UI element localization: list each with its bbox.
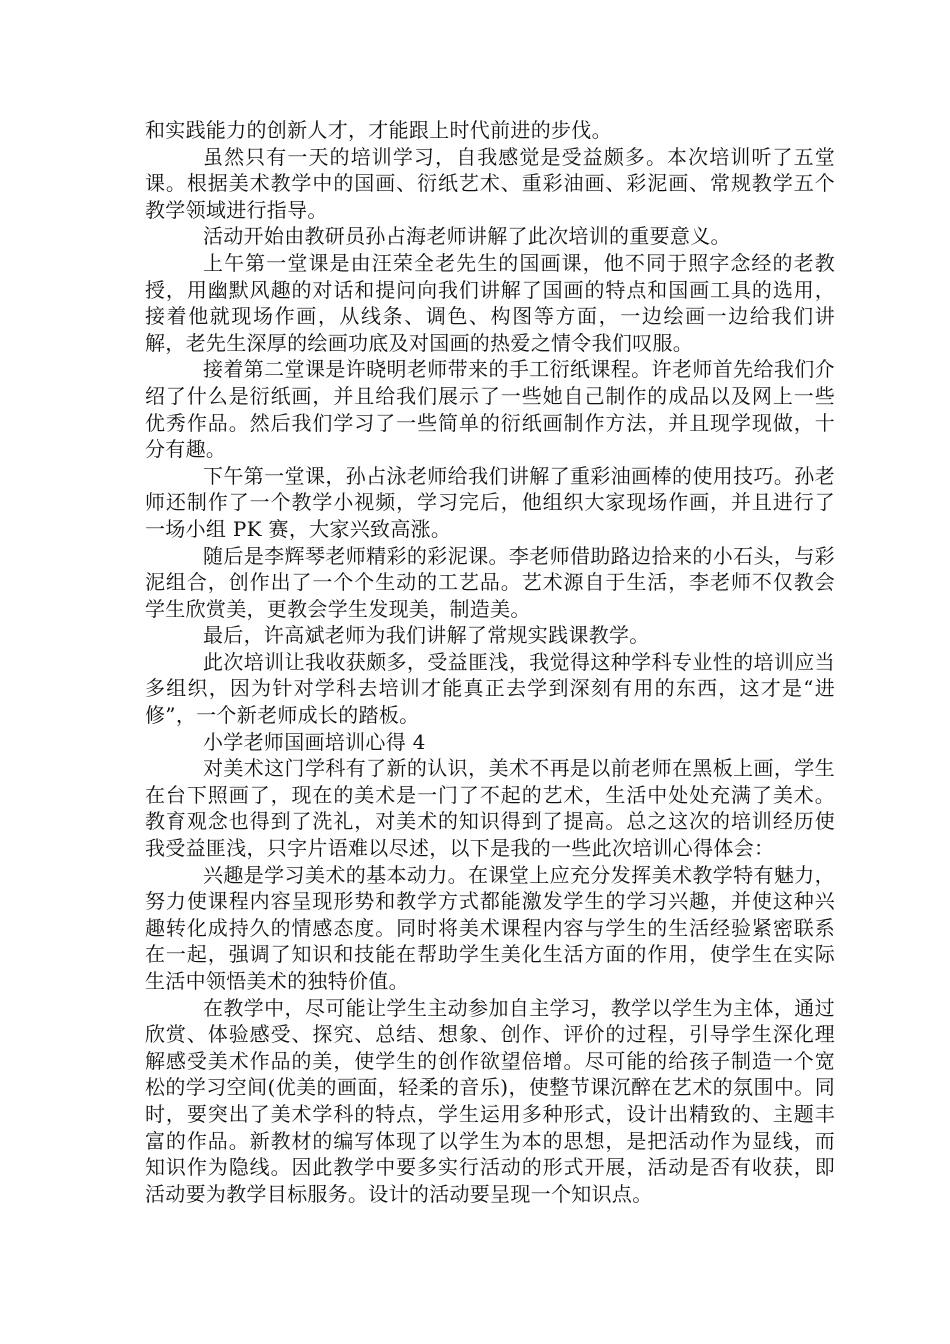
- document-body: [145, 117, 835, 1207]
- paragraph-2: 虽然只有一天的培训学习，自我感觉是受益颇多。本次培训听了五堂课。根据美术教学中的国画、衍纸艺术、重彩油画、彩泥画、常规教学五个教学领域进行指导。: [145, 144, 835, 222]
- paragraph-9: 此次培训让我收获颇多，受益匪浅，我觉得这种学科专业性的培训应当多组织，因为针对学科去培训才能真正去学到深刻有用的东西，这才是“进修”，一个新老师成长的踏板。: [145, 649, 835, 728]
- section-heading: 小学老师国画培训心得 4: [203, 729, 426, 754]
- paragraph-8: 最后，许高斌老师为我们讲解了常规实践课教学。: [203, 623, 650, 648]
- paragraph-10: 对美术这门学科有了新的认识，美术不再是以前老师在黑板上画，学生在台下照画了，现在的美术是一门了不起的艺术，生活中处处充满了美术。教育观念也得到了洗礼，对美术的知识得到了提高。总之这次的培训经历使我受益匪浅，只字片语难以尽述，以下是我的一些此次培训心得体会：: [145, 756, 835, 861]
- paragraph-3: 活动开始由教研员孙占海老师讲解了此次培训的重要意义。: [203, 224, 731, 249]
- paragraph-12: 在教学中，尽可能让学生主动参加自主学习，教学以学生为主体，通过欣赏、体验感受、探究、总结、想象、创作、评价的过程，引导学生深化理解感受美术作品的美，使学生的创作欲望倍增。尽可能的给孩子制造一个宽松的学习空间(优美的画面，轻柔的音乐)，使整节课沉醉在艺术的氛围中。同时，要突出了美术学科的特点，学生运用多种形式，设计出精致的、主题丰富的作品。新教材的编写体现了以学生为本的思想，是把活动作为显线，而知识作为隐线。因此教学中要多实行活动的形式开展，活动是否有收获，即活动要为教学目标服务。设计的活动要呈现一个知识点。: [145, 995, 835, 1206]
- paragraph-6: 下午第一堂课，孙占泳老师给我们讲解了重彩油画棒的使用技巧。孙老师还制作了一个教学小视频，学习完后，他组织大家现场作画，并且进行了一场小组 PK 赛，大家兴致高涨。: [145, 463, 835, 541]
- paragraph-4: 上午第一堂课是由汪荣全老先生的国画课，他不同于照字念经的老教授，用幽默风趣的对话和提问向我们讲解了国画的特点和国画工具的选用，接着他就现场作画，从线条、调色、构图等方面，一边绘画一边给我们讲解，老先生深厚的绘画功底及对国画的热爱之情令我们叹服。: [145, 250, 835, 355]
- paragraph-7: 随后是李辉琴老师精彩的彩泥课。李老师借助路边拾来的小石头，与彩泥组合，创作出了一个个生动的工艺品。艺术源自于生活，李老师不仅教会学生欣赏美，更教会学生发现美，制造美。: [145, 543, 835, 621]
- paragraph-5: 接着第二堂课是许晓明老师带来的手工衍纸课程。许老师首先给我们介绍了什么是衍纸画，并且给我们展示了一些她自己制作的成品以及网上一些优秀作品。然后我们学习了一些简单的衍纸画制作方法，并且现学现做，十分有趣。: [145, 357, 835, 462]
- paragraph-11: 兴趣是学习美术的基本动力。在课堂上应充分发挥美术教学特有魅力，努力使课程内容呈现形势和教学方式都能激发学生的学习兴趣，并使这种兴趣转化成持久的情感态度。同时将美术课程内容与学生的生活经验紧密联系在一起，强调了知识和技能在帮助学生美化生活方面的作用，使学生在实际生活中领悟美术的独特价值。: [145, 862, 835, 993]
- paragraph-1: 和实践能力的创新人才，才能跟上时代前进的步伐。: [145, 118, 612, 142]
